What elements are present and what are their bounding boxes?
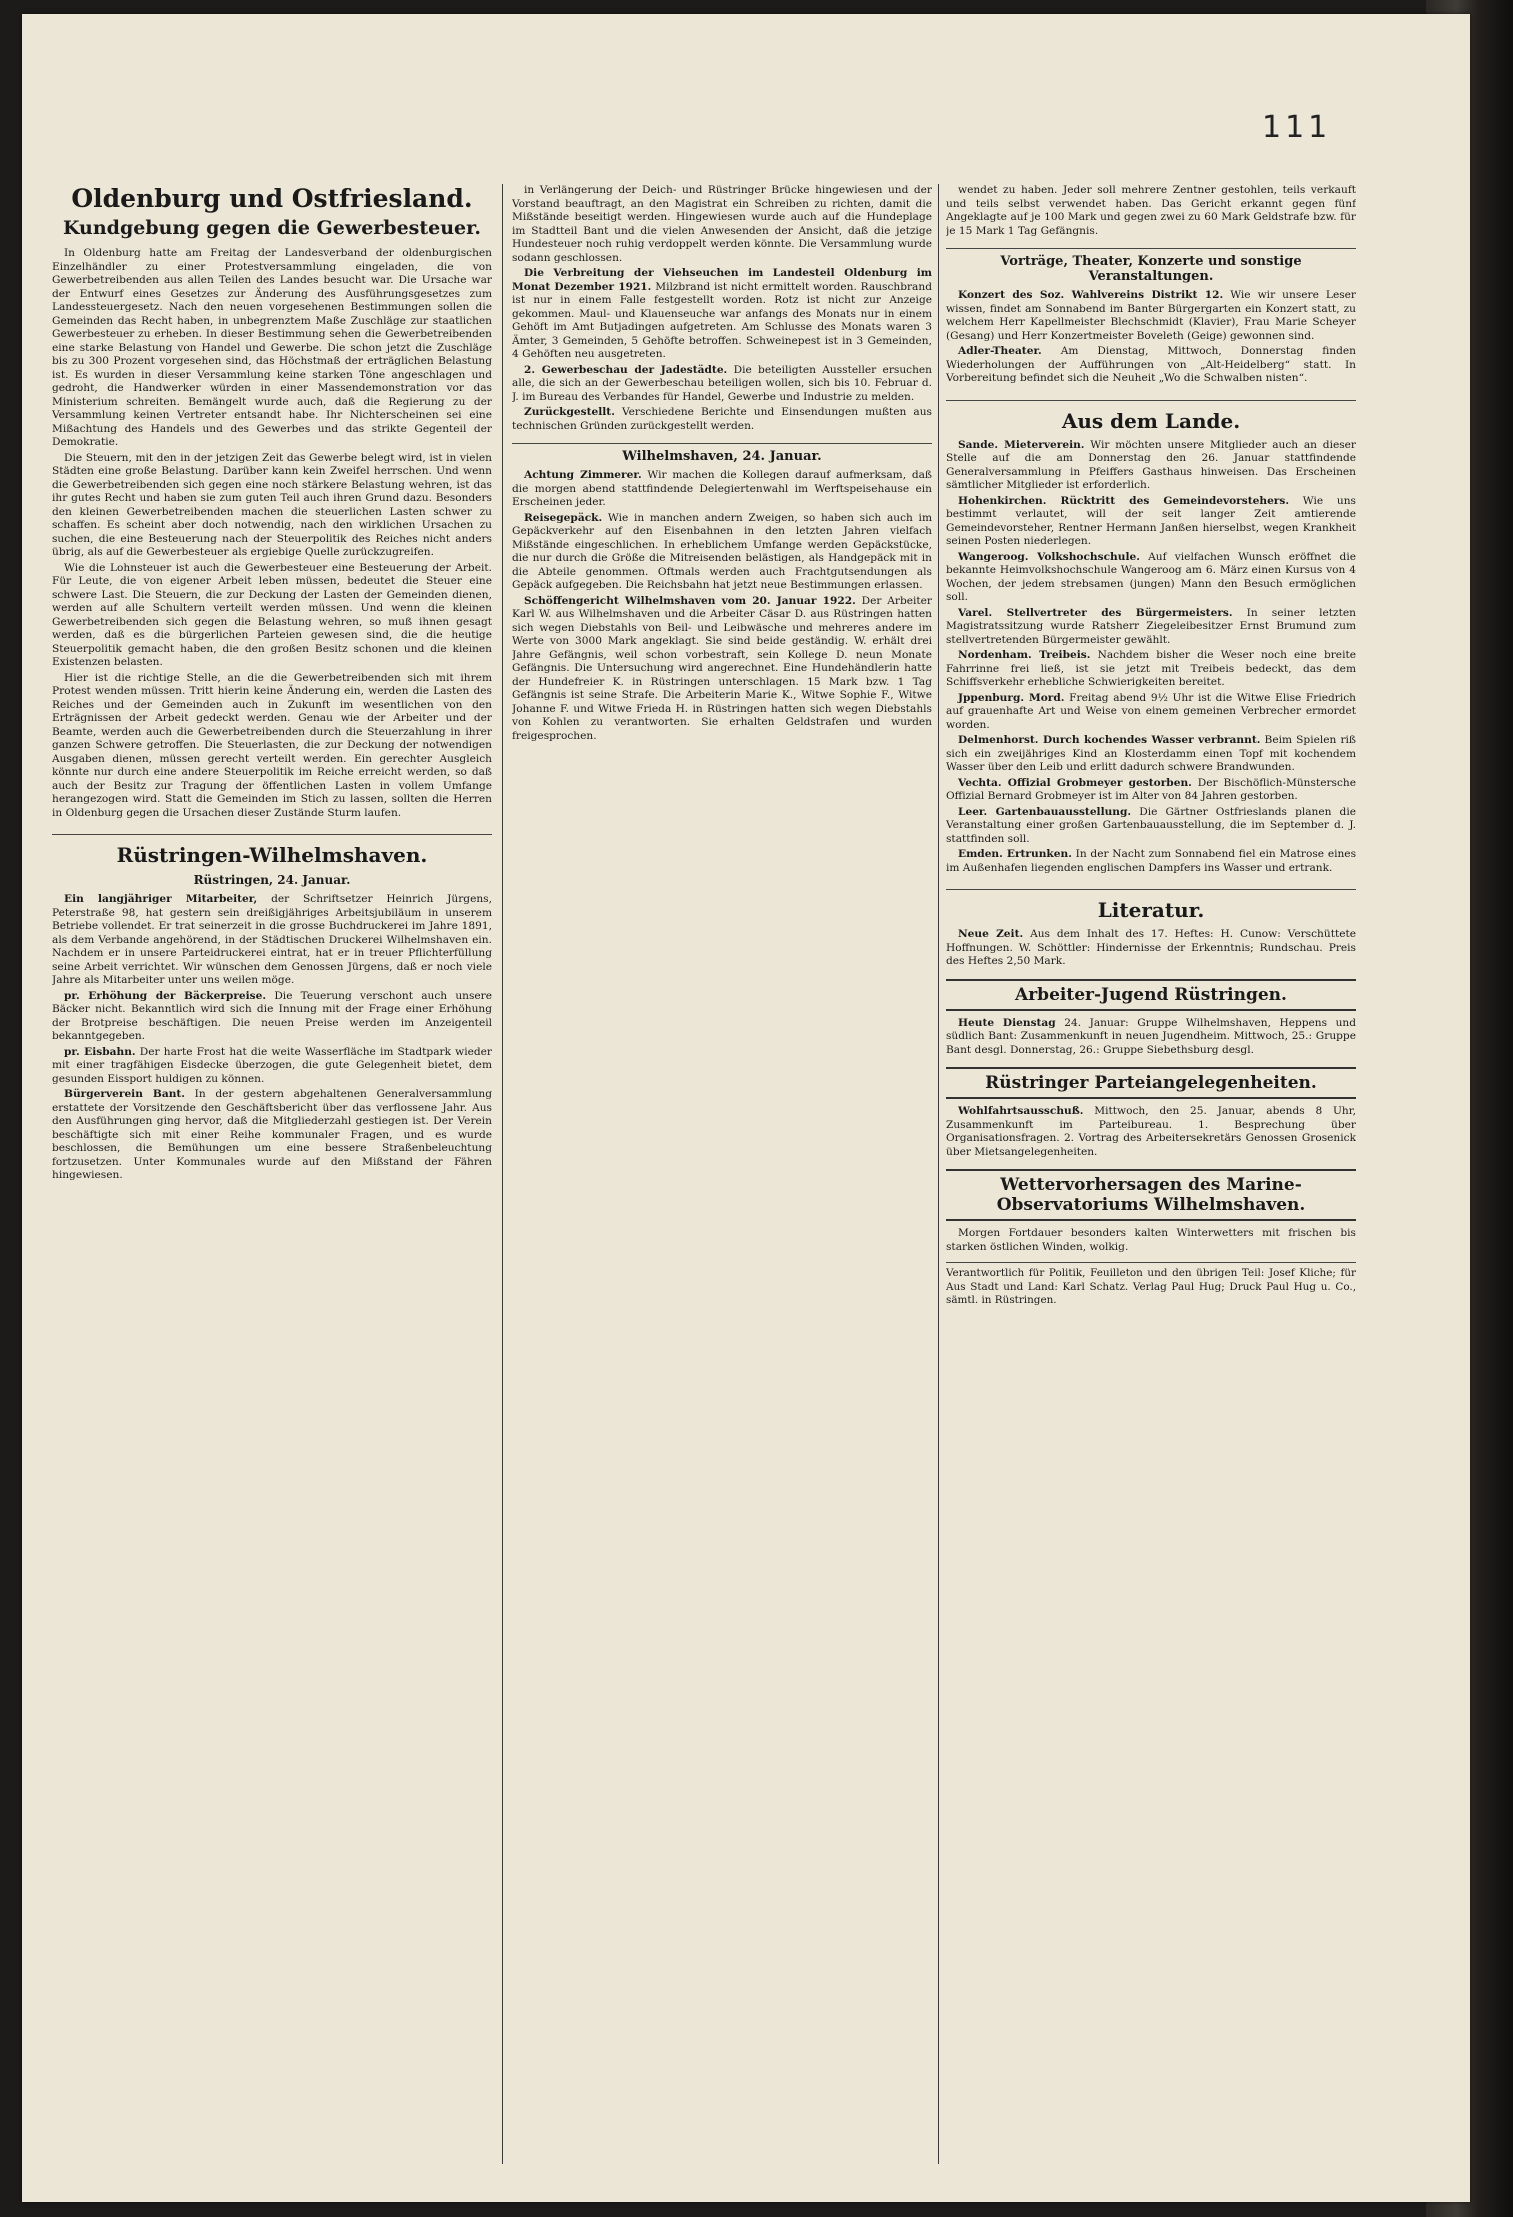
news-item bbox=[946, 607, 1356, 648]
page-number: 111 bbox=[1262, 110, 1332, 145]
news-item bbox=[946, 551, 1356, 605]
item-lead: Delmenhorst. Durch kochendes Wasser verbrannt. bbox=[958, 734, 1261, 746]
column-middle bbox=[512, 184, 932, 2164]
item-text: Mittwoch, den 25. Januar, abends 8 Uhr, Zusammenkunft im Parteibureau. 1. Besprechung über Organisationsfragen. 2. Vortrag des Arbeitersekretärs Genossen Grosenick über Mietsangelegenheiten. bbox=[946, 1105, 1356, 1158]
column-rule bbox=[938, 184, 939, 2164]
news-item bbox=[52, 1046, 492, 1087]
item-lead: Heute Dienstag bbox=[958, 1016, 1056, 1029]
news-item bbox=[946, 1105, 1356, 1159]
item-text: In der Nacht zum Sonnabend fiel ein Matrose eines im Außenhafen liegenden englischen Dampfers ins Wasser und ertrank. bbox=[946, 848, 1356, 874]
item-text: Nachdem bisher die Weser noch eine breite Fahrrinne frei ließ, ist sie jetzt mit Treibeis bedeckt, das dem Schiffsverkehr erhebliche Schwierigkeiten bereitet. bbox=[946, 649, 1356, 688]
paragraph: Hier ist die richtige Stelle, an die die Gewerbetreibenden sich mit ihrem Protest wenden müssen. Tritt hierin keine Änderung ein, werden die Lasten des Reiches und der Gemeinden auch in Zukunft im wesentlichen von den Erträgnissen der Arbeit gedeckt werden. Genau wie der Arbeiter und der Beamte, werden auch die Gewerbetreibenden durch die Steuerzahlung in ihrer ganzen Schwere getroffen. Die Steuerlasten, die zur Deckung der notwendigen Ausgaben dienen, müssen gerecht verteilt werden. Ein gerechter Ausgleich könnte nur durch eine andere Steuerpolitik im Reiche erreicht werden, so daß auch der Besitz zur Tragung der öffentlichen Lasten in vollem Umfange herangezogen wird. Statt die Gemeinden im Stich zu lassen, sollten die Herren in Oldenburg gegen die Ursachen dieser Zustände Sturm laufen. bbox=[52, 671, 492, 819]
news-item bbox=[946, 928, 1356, 969]
item-lead: Emden. Ertrunken. bbox=[958, 848, 1072, 860]
newspaper-page bbox=[22, 14, 1470, 2202]
item-lead: Schöffengericht Wilhelmshaven vom 20. Januar 1922. bbox=[524, 594, 856, 607]
item-text: Am Dienstag, Mittwoch, Donnerstag finden Wiederholungen der Aufführungen von „Alt-Heidelberg“ statt. In Vorbereitung befindet sich die Neuheit „Wo die Schwalben nisten“. bbox=[946, 345, 1356, 384]
section-headline: Aus dem Lande. bbox=[946, 400, 1356, 433]
news-item bbox=[52, 1088, 492, 1183]
item-text: Verschiedene Berichte und Einsendungen mußten aus technischen Gründen zurückgestellt werden. bbox=[512, 406, 932, 432]
item-lead: Jppenburg. Mord. bbox=[958, 691, 1065, 704]
paragraph: Die Steuern, mit den in der jetzigen Zeit das Gewerbe belegt wird, ist in vielen Städten eine große Belastung. Darüber kann kein Zweifel herrschen. Und wenn die Gewerbetreibenden sich gegen eine noch stärkere Belastung wehren, ist das ihr gutes Recht und haben sie zum guten Teil auch ihren Grund dazu. Besonders den kleinen Gewerbetreibenden machen die steuerlichen Lasten schwer zu schaffen. Es scheint aber doch notwendig, nach den wirklichen Ursachen zu suchen, die eine Besteuerung nach der Steuerpolitik des Reiches nicht anders übrig, als auf die Gewerbesteuer als ergiebige Quelle zurückzugreifen. bbox=[52, 451, 492, 558]
item-lead: Wangeroog. Volkshochschule. bbox=[958, 550, 1140, 563]
paragraph: wendet zu haben. Jeder soll mehrere Zentner gestohlen, teils verkauft und teils selbst verwendet haben. Das Gericht erkannt gegen fünf Angeklagte auf je 100 Mark und gegen zwei zu 60 Mark Geldstrafe bzw. für je 15 Mark 1 Tag Gefängnis. bbox=[946, 184, 1356, 237]
item-text: Milzbrand ist nicht ermittelt worden. Rauschbrand ist nur in einem Falle festgestellt worden. Rotz ist nicht zur Anzeige gekommen. Maul- und Klauenseuche war anfangs des Monats nur in einem Gehöft im Amt Butjadingen aufgetreten. Am Schlusse des Monats waren 3 Ämter, 3 Gemeinden, 5 Gehöfte betroffen. Schweinepest ist in 3 Gemeinden, 4 Gehöften neu ausgetreten. bbox=[512, 280, 932, 360]
item-text: Wie uns bestimmt verlautet, will der seit langer Zeit amtierende Gemeindevorsteher, Rentner Hermann Janßen hierselbst, wegen Krankheit seinen Posten niederlegen. bbox=[946, 494, 1356, 547]
item-lead: pr. Erhöhung der Bäckerpreise. bbox=[64, 989, 267, 1002]
item-lead: Neue Zeit. bbox=[958, 928, 1024, 940]
item-lead: Reisegepäck. bbox=[524, 511, 603, 524]
news-item bbox=[946, 692, 1356, 733]
paragraph: Wie die Lohnsteuer ist auch die Gewerbesteuer eine Besteuerung der Arbeit. Für Leute, die von eigener Arbeit leben müssen, bedeutet die Steuer eine schwere Last. Die Steuern, die zur Deckung der Lasten der Gemeinden dienen, werden auf alle Schultern verteilt werden müssen. Und wenn die kleinen Gewerbetreibenden sich gegen die Belastung wehren, so muß ihnen gesagt werden, daß es die bürgerlichen Parteien gewesen sind, die die heutige Steuerpolitik gemacht haben, die den großen Besitz schonen und die kleinen Existenzen belasten. bbox=[52, 561, 492, 668]
section-headline: Vorträge, Theater, Konzerte und sonstige Veranstaltungen. bbox=[946, 248, 1356, 284]
news-item bbox=[946, 439, 1356, 493]
item-lead: pr. Eisbahn. bbox=[64, 1045, 136, 1058]
item-text: der Schriftsetzer Heinrich Jürgens, Peterstraße 98, hat gestern sein dreißigjähriges Arbeitsjubiläum in unserem Betriebe vollendet. Er trat seinerzeit in die grosse Buchdruckerei im Jahre 1891, als dem Verbande angehörend, in der Städtischen Druckerei Wilhelmshaven ein. Nachdem er in unsere Parteidruckerei eintrat, hat er in treuer Pflichterfüllung seine Arbeit verrichtet. Wir wünschen dem Genossen Jürgens, daß er noch viele Jahre als Mitarbeiter unter uns weilen möge. bbox=[52, 893, 492, 986]
item-text: Wir machen die Kollegen darauf aufmerksam, daß die morgen abend stattfindende Delegiertenwahl im Werftspeisehause ein Erscheinen jeder. bbox=[512, 469, 932, 508]
news-item bbox=[512, 406, 932, 433]
news-item bbox=[946, 806, 1356, 847]
item-text: Beim Spielen riß sich ein zweijähriges Kind an Klosterdamm einen Topf mit kochendem Wasser über den Leib und erlitt dadurch schwere Brandwunden. bbox=[946, 734, 1356, 773]
item-text: Der Bischöflich-Münstersche Offizial Bernard Grobmeyer ist im Alter von 84 Jahren gestorben. bbox=[946, 776, 1356, 802]
column-left bbox=[52, 184, 492, 2164]
news-item bbox=[946, 495, 1356, 549]
item-lead: Ein langjähriger Mitarbeiter, bbox=[64, 893, 258, 905]
paragraph: Morgen Fortdauer besonders kalten Winterwetters mit frischen bis starken östlichen Winden, wolkig. bbox=[946, 1227, 1356, 1253]
news-item bbox=[946, 345, 1356, 386]
news-item bbox=[512, 267, 932, 362]
news-item bbox=[52, 893, 492, 988]
item-text: Der harte Frost hat die weite Wasserfläche im Stadtpark wieder mit einer tragfähigen Eisdecke überzogen, die gute Gelegenheit bietet, dem gesunden Eissport huldigen zu können. bbox=[52, 1045, 492, 1085]
news-item bbox=[946, 289, 1356, 343]
item-lead: Wohlfahrtsausschuß. bbox=[958, 1105, 1084, 1117]
news-item bbox=[512, 364, 932, 405]
item-text: Auf vielfachen Wunsch eröffnet die bekannte Heimvolkshochschule Wangeroog am 6. März einen Kursus von 4 Wochen, der jedem strebsamen (jungen) Mann den Besuch ermöglichen soll. bbox=[946, 550, 1356, 603]
item-lead: 2. Gewerbeschau der Jadestädte. bbox=[524, 363, 728, 376]
item-text: In der gestern abgehaltenen Generalversammlung erstattete der Vorsitzende den Geschäftsbericht über das verflossene Jahr. Aus den Ausführungen ging hervor, daß die Mitgliederzahl gestiegen ist. Der Verein beschäftigte sich mit einer Reihe kommunaler Fragen, und es wurde beschlossen, die Bemühungen um eine bessere Straßenbeleuchtung fortzusetzen. Unter Kommunales wurde auf den Mißstand der Fähren hingewiesen. bbox=[52, 1088, 492, 1181]
news-item bbox=[946, 1017, 1356, 1058]
section-headline: Wilhelmshaven, 24. Januar. bbox=[512, 443, 932, 464]
section-headline: Arbeiter-Jugend Rüstringen. bbox=[946, 979, 1356, 1011]
news-item bbox=[946, 734, 1356, 775]
item-lead: Die Verbreitung der Viehseuchen im Landesteil Oldenburg im Monat Dezember 1921. bbox=[512, 267, 932, 293]
section-headline: Rüstringen-Wilhelmshaven. bbox=[52, 834, 492, 867]
item-text: Freitag abend 9½ Uhr ist die Witwe Elise Friedrich auf grauenhafte Art und Weise von einem gemeinen Verbrecher ermordet worden. bbox=[946, 691, 1356, 731]
item-text: 24. Januar: Gruppe Wilhelmshaven, Heppens und südlich Bant: Zusammenkunft in neuen Jugendheim. Mittwoch, 25.: Gruppe Bant desgl. Donnerstag, 26.: Gruppe Siebethsburg desgl. bbox=[946, 1016, 1356, 1056]
column-right bbox=[946, 184, 1356, 2164]
news-item bbox=[52, 990, 492, 1044]
item-lead: Konzert des Soz. Wahlvereins Distrikt 12. bbox=[958, 289, 1224, 301]
item-lead: Nordenham. Treibeis. bbox=[958, 649, 1091, 661]
paragraph: in Verlängerung der Deich- und Rüstringer Brücke hingewiesen und der Vorstand beauftragt, an den Magistrat ein Schreiben zu richten, damit die Mißstände beseitigt werden. Hingewiesen wurde auch auf die Hundeplage im Stadtteil Bant und die vielen Anwesenden der Ansicht, daß die jetzige Hundesteuer noch ruhig verdoppelt werden könnte. Die Versammlung wurde sodann geschlossen. bbox=[512, 184, 932, 264]
item-lead: Zurückgestellt. bbox=[524, 406, 615, 418]
item-text: Der Arbeiter Karl W. aus Wilhelmshaven und die Arbeiter Cäsar D. aus Rüstringen hatten sich wegen Diebstahls von Beil- und Leibwäsche und mehreres andere im Werte von 3000 Mark angeklagt. Sie sind beide geständig. W. erhält drei Jahre Gefängnis, weil schon vorbestraft, sein Kollege D. neun Monate Gefängnis. Die Untersuchung wird angerechnet. Eine Hundehändlerin hatte der Hundefreier K. in Rüstringen unterschlagen. 15 Mark bzw. 1 Tag Gefängnis ist seine Strafe. Die Arbeiterin Marie K., Witwe Sophie F., Witwe Johanne F. und Witwe Frieda H. in Rüstringen hatten sich wegen Diebstahls von Kohlen zu verantworten. Sie erhalten Geldstrafen und wurden freigesprochen. bbox=[512, 594, 932, 742]
item-lead: Bürgerverein Bant. bbox=[64, 1088, 185, 1100]
page-title: Oldenburg und Ostfriesland. bbox=[71, 184, 473, 213]
column-rule bbox=[502, 184, 503, 2164]
imprint bbox=[946, 1262, 1356, 1308]
item-lead: Sande. Mieterverein. bbox=[958, 438, 1085, 451]
imprint-text: Verantwortlich für Politik, Feuilleton und den übrigen Teil: Josef Kliche; für Aus Stadt und Land: Karl Schatz. Verlag Paul Hug; Druck Paul Hug u. Co., sämtl. in Rüstringen. bbox=[946, 1267, 1356, 1306]
item-lead: Leer. Gartenbauausstellung. bbox=[958, 805, 1132, 818]
section-headline: Wettervorhersagen des Marine-Observatoriums Wilhelmshaven. bbox=[946, 1169, 1356, 1221]
news-item bbox=[946, 649, 1356, 690]
news-item bbox=[946, 848, 1356, 875]
item-lead: Achtung Zimmerer. bbox=[524, 469, 642, 481]
article-headline: Kundgebung gegen die Gewerbesteuer. bbox=[62, 217, 482, 239]
news-item bbox=[512, 469, 932, 510]
news-item bbox=[512, 512, 932, 593]
item-text: Die Teuerung verschont auch unsere Bäcker nicht. Bekanntlich wird sich die Innung mit der Frage einer Erhöhung der Brotpreise beschäftigen. Die neuen Preise werden im Anzeigenteil bekanntgegeben. bbox=[52, 989, 492, 1042]
item-text: Wie in manchen andern Zweigen, so haben sich auch im Gepäckverkehr auf den Eisenbahnen in den letzten Jahren vielfach Mißstände eingeschlichen. In erheblichem Umfange werden Gepäckstücke, die nur durch die Größe die Mitreisenden belästigen, als Handgepäck mit in die Abteile genommen. Oftmals werden auch Frachtgutsendungen als Gepäck aufgegeben. Die Reichsbahn hat jetzt neue Bestimmungen erlassen. bbox=[512, 511, 932, 591]
news-item bbox=[946, 777, 1356, 804]
item-lead: Hohenkirchen. Rücktritt des Gemeindevorstehers. bbox=[958, 494, 1290, 507]
item-text: Die beteiligten Aussteller ersuchen alle, die sich an der Gewerbeschau beteiligen wollen, sich bis 10. Februar d. J. im Bureau des Verbandes für Handel, Gewerbe und Industrie zu melden. bbox=[512, 363, 932, 403]
paragraph: In Oldenburg hatte am Freitag der Landesverband der oldenburgischen Einzelhändler zu einer Protestversammlung eingeladen, die von Gewerbetreibenden aus allen Teilen des Landes besucht war. Die Ursache war der Entwurf eines Gesetzes zur Änderung des Ausführungsgesetzes zum Landessteuergesetz. Nach den neuen vorgesehenen Bestimmungen sollen die Gemeinden das Recht haben, in unbegrenztem Maße Zuschläge zur staatlichen Gewerbesteuer zu erheben. In dieser Bestimmung sehen die Gewerbetreibenden eine starke Belastung von Handel und Gewerbe. Die schon jetzt die Zuschläge bis zu 300 Prozent vorgesehen sind, das Höchstmaß der erträglichen Belastung ist. Es wurden in dieser Versammlung keine starken Töne angeschlagen und gedroht, die Handwerker würden in einer Massendemonstration vor das Ministerium schreiten. Bemängelt wurde auch, daß die Regierung zu der Versammlung keinen Vertreter entsandt habe. Ihr Nichterscheinen sei eine Mißachtung des Handels und des Gewerbes und das strikte Gegenteil der Demokratie. bbox=[52, 247, 492, 448]
item-text: Wie wir unsere Leser wissen, findet am Sonnabend im Banter Bürgergarten ein Konzert statt, zu welchem Herr Kapellmeister Blechschmidt (Klavier), Frau Marie Scheyer (Gesang) und Herr Konzertmeister Boveleth (Geige) gewonnen sind. bbox=[946, 289, 1356, 342]
item-text: Die Gärtner Ostfrieslands planen die Veranstaltung einer großen Gartenbauausstellung, die im September d. J. stattfinden soll. bbox=[946, 805, 1356, 845]
item-text: Wir möchten unsere Mitglieder auch an dieser Stelle auf die am Donnerstag den 26. Januar stattfindende Generalversammlung in Pfeiffers Gasthaus hinweisen. Das Erscheinen sämtlicher Mitglieder ist erforderlich. bbox=[946, 438, 1356, 491]
item-text: In seiner letzten Magistratssitzung wurde Ratsherr Ziegeleibesitzer Ernst Brumund zum stellvertretenden Bürgermeister gewählt. bbox=[946, 606, 1356, 646]
section-headline: Literatur. bbox=[946, 889, 1356, 922]
section-headline: Rüstringer Parteiangelegenheiten. bbox=[946, 1067, 1356, 1099]
dateline: Rüstringen, 24. Januar. bbox=[193, 873, 351, 887]
news-item bbox=[512, 595, 932, 744]
item-lead: Adler-Theater. bbox=[958, 345, 1042, 357]
item-lead: Varel. Stellvertreter des Bürgermeisters. bbox=[958, 606, 1233, 619]
item-lead: Vechta. Offizial Grobmeyer gestorben. bbox=[958, 776, 1192, 789]
item-text: Aus dem Inhalt des 17. Heftes: H. Cunow: Verschüttete Hoffnungen. W. Schöttler: Hindernisse der Erkenntnis; Rundschau. Preis des Heftes 2,50 Mark. bbox=[946, 928, 1356, 967]
